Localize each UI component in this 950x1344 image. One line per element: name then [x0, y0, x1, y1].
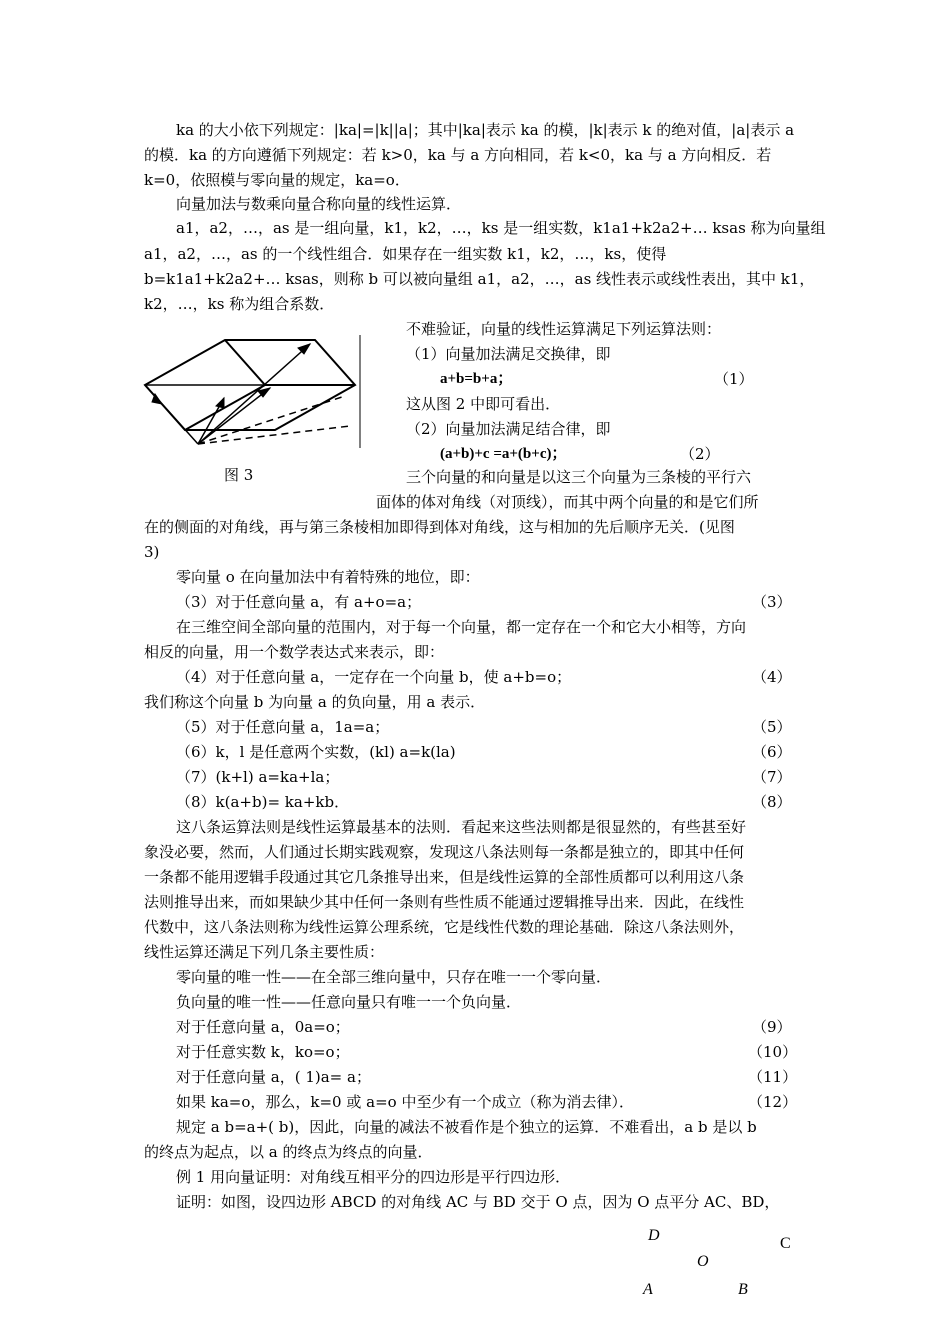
law-2-number: （2） — [680, 445, 720, 463]
para-scalar-mult-line3: k=0，依照模与零向量的规定，ka=o． — [144, 171, 410, 189]
para-combination-line2: a1，a2，…，as 的一个线性组合．如果存在一组实数 k1，k2，…，ks，使得 — [144, 245, 667, 263]
vertex-label-d: D — [648, 1227, 660, 1244]
vertex-label-b: B — [738, 1281, 748, 1298]
law-8: （8）k(a+b)= ka+kb． — [176, 793, 350, 811]
law-6: （6）k，l 是任意两个实数，(kl) a=k(la) — [176, 743, 456, 761]
law-1-title: （1）向量加法满足交换律，即 — [406, 345, 611, 363]
arrowhead-3 — [216, 398, 224, 408]
prop-12-number: （12） — [748, 1093, 798, 1111]
proof-line: 证明：如图，设四边形 ABCD 的对角线 AC 与 BD 交于 O 点，因为 O 点平分 AC、BD， — [176, 1193, 780, 1211]
para-scalar-mult-line2: 的模．ka 的方向遵循下列规定：若 k>0，ka 与 a 方向相同，若 k<0，ka 与 a 方向相反．若 — [144, 146, 772, 164]
law-3: （3）对于任意向量 a，有 a+o=a； — [176, 593, 422, 611]
figure-parallelepiped — [140, 330, 370, 455]
para-parallelepiped-line4: 3) — [144, 543, 160, 561]
law-1-number: （1） — [714, 370, 754, 388]
law-7: （7）(k+l) a=ka+la； — [176, 768, 340, 786]
law-5: （5）对于任意向量 a，1a=a； — [176, 718, 390, 736]
para-axioms-line1: 这八条运算法则是线性运算最基本的法则．看起来这些法则都是很显然的，有些甚至好 — [176, 818, 747, 836]
center-label-o: O — [697, 1253, 709, 1270]
para-axioms-line6: 线性运算还满足下列几条主要性质： — [144, 943, 385, 961]
dashed-diagonal-2 — [198, 426, 350, 444]
law-4: （4）对于任意向量 a，一定存在一个向量 b，使 a+b=o； — [176, 668, 572, 686]
law-3-number: （3） — [752, 593, 792, 611]
prop-negative-unique: 负向量的唯一性——任意向量只有唯一一个负向量． — [176, 993, 522, 1011]
para-axioms-line3: 一条都不能用逻辑手段通过其它几条推导出来，但是线性运算的全部性质都可以利用这八条 — [144, 868, 745, 886]
para-combination-line4: k2，…，ks 称为组合系数． — [144, 295, 335, 313]
para-negative-line2: 相反的向量，用一个数学表达式来表示，即： — [144, 643, 445, 661]
prop-zero-unique: 零向量的唯一性——在全部三维向量中，只存在唯一一个零向量． — [176, 968, 612, 986]
para-parallelepiped-line3: 在的侧面的对角线，再与第三条棱相加即得到体对角线，这与相加的先后顺序无关．(见图 — [144, 518, 735, 536]
para-combination-line1: a1，a2，…，as 是一组向量，k1，k2，…，ks 是一组实数，k1a1+k2a2+… ksas 称为向量组 — [176, 219, 826, 237]
law-5-number: （5） — [752, 718, 792, 736]
left-lower-edge — [145, 385, 198, 444]
para-zero-vector: 零向量 o 在向量加法中有着特殊的地位，即： — [176, 568, 480, 586]
para-scalar-mult-line1: ka 的大小依下列规定：|ka|=|k||a|；其中|ka|表示 ka 的模，|k|表示 k 的绝对值，|a|表示 a — [176, 121, 795, 139]
para-laws-intro: 不难验证，向量的线性运算满足下列运算法则： — [406, 320, 722, 338]
para-axioms-line5: 代数中，这八条法则称为线性运算公理系统，它是线性代数的理论基础．除这八条法则外， — [144, 918, 745, 936]
law-1-formula: a+b=b+a； — [440, 371, 513, 387]
prop-11: 对于任意向量 a，( 1)a= a； — [176, 1068, 371, 1086]
para-combination-line3: b=k1a1+k2a2+… ksas，则称 b 可以被向量组 a1，a2，…，as 线性表示或线性表出，其中 k1， — [144, 270, 815, 288]
vertex-label-c: C — [780, 1235, 791, 1252]
prop-12: 如果 ka=o，那么，k=0 或 a=o 中至少有一个成立（称为消去律）． — [176, 1093, 634, 1111]
para-axioms-line4: 法则推导出来，而如果缺少其中任何一条则有些性质不能通过逻辑推导出来．因此，在线性 — [144, 893, 745, 911]
prop-9-number: （9） — [752, 1018, 792, 1036]
law-8-number: （8） — [752, 793, 792, 811]
law-4-number: （4） — [752, 668, 792, 686]
law-6-number: （6） — [752, 743, 792, 761]
figure-caption: 图 3 — [224, 466, 254, 484]
vertex-label-a: A — [643, 1281, 653, 1298]
law-2-formula: (a+b)+c =a+(b+c)； — [440, 446, 567, 462]
prop-9: 对于任意向量 a，0a=o； — [176, 1018, 350, 1036]
prop-10: 对于任意实数 k，ko=o； — [176, 1043, 350, 1061]
law-1-comment: 这从图 2 中即可看出． — [406, 395, 561, 413]
para-negative-def: 我们称这个向量 b 为向量 a 的负向量，用 a 表示． — [144, 693, 486, 711]
example-1: 例 1 用向量证明：对角线互相平分的四边形是平行四边形． — [176, 1168, 571, 1186]
para-parallelepiped-line2: 面体的体对角线（对顶线），而其中两个向量的和是它们所 — [376, 493, 759, 511]
para-linear-ops: 向量加法与数乘向量合称向量的线性运算． — [176, 195, 462, 213]
para-parallelepiped-line1: 三个向量的和向量是以这三个向量为三条棱的平行六 — [406, 468, 752, 486]
prop-10-number: （10） — [748, 1043, 798, 1061]
para-subtraction-line2: 的终点为起点，以 a 的终点为终点的向量． — [144, 1143, 433, 1161]
law-7-number: （7） — [752, 768, 792, 786]
para-axioms-line2: 象没必要，然而，人们通过长期实践观察，发现这八条法则每一条都是独立的，即其中任何 — [144, 843, 745, 861]
para-negative-line1: 在三维空间全部向量的范围内，对于每一个向量，都一定存在一个和它大小相等，方向 — [176, 618, 747, 636]
law-2-title: （2）向量加法满足结合律，即 — [406, 420, 611, 438]
para-subtraction-line1: 规定 a b=a+( b)，因此，向量的减法不被看作是个独立的运算．不难看出，a b 是以 b — [176, 1118, 757, 1136]
prop-11-number: （11） — [748, 1068, 798, 1086]
